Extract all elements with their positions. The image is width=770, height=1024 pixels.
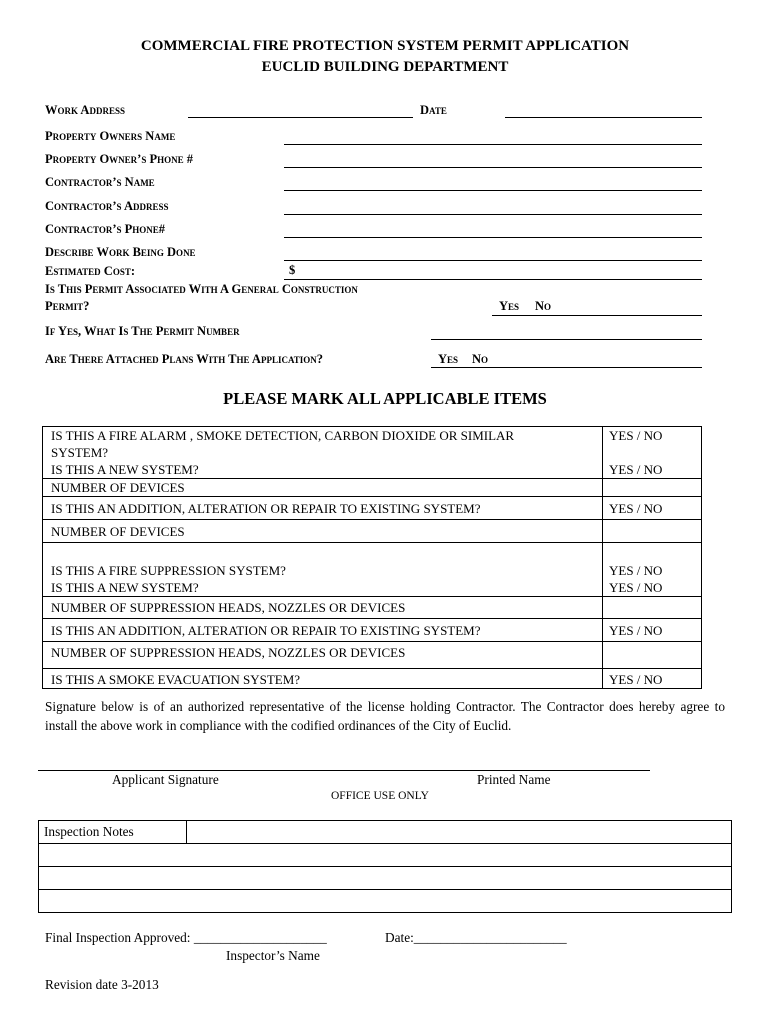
item-question: NUMBER OF SUPPRESSION HEADS, NOZZLES OR DEVICES xyxy=(43,642,603,669)
item-answer[interactable]: YES / NO YES / NO xyxy=(603,427,702,479)
applicable-items-table xyxy=(42,426,702,689)
gc-permit-field[interactable] xyxy=(492,315,702,316)
contractors-name-label: Contractor’s Name xyxy=(45,175,155,189)
date-field[interactable] xyxy=(505,117,702,118)
permit-number-field[interactable] xyxy=(431,339,702,340)
table-row xyxy=(43,427,702,479)
gc-permit-yes[interactable]: Yes xyxy=(499,299,520,313)
item-question: IS THIS A FIRE ALARM , SMOKE DETECTION, CARBON DIOXIDE OR SIMILAR SYSTEM? IS THIS A NEW SYSTEM? xyxy=(43,427,603,479)
table-row xyxy=(43,497,702,520)
describe-work-field[interactable] xyxy=(284,260,702,261)
office-use-only-label: OFFICE USE ONLY xyxy=(331,790,429,802)
gc-permit-no[interactable]: No xyxy=(535,299,552,313)
item-question: NUMBER OF SUPPRESSION HEADS, NOZZLES OR DEVICES xyxy=(43,597,603,619)
property-owners-name-field[interactable] xyxy=(284,144,702,145)
attached-plans-label: Are There Attached Plans With The Application? xyxy=(45,352,324,366)
contractors-address-label: Contractor’s Address xyxy=(45,199,169,213)
inspection-notes-line[interactable] xyxy=(39,867,732,890)
applicant-signature-label: Applicant Signature xyxy=(112,772,219,787)
revision-date: Revision date 3-2013 xyxy=(45,977,159,992)
table-row xyxy=(43,669,702,689)
estimated-cost-field[interactable] xyxy=(284,279,702,280)
department-title: EUCLID BUILDING DEPARTMENT xyxy=(261,59,509,75)
table-row xyxy=(39,890,732,913)
inspection-notes-table xyxy=(38,820,732,913)
inspection-notes-line[interactable] xyxy=(39,890,732,913)
table-row xyxy=(43,597,702,619)
table-row xyxy=(43,543,702,597)
table-row xyxy=(39,821,732,844)
describe-work-label: Describe Work Being Done xyxy=(45,245,196,259)
table-row xyxy=(39,867,732,890)
item-answer[interactable] xyxy=(603,520,702,543)
attached-plans-field[interactable] xyxy=(431,367,702,368)
work-address-label: Work Address xyxy=(45,103,125,117)
estimated-cost-label: Estimated Cost: xyxy=(45,264,136,278)
table-row xyxy=(39,844,732,867)
item-answer[interactable]: YES / NO YES / NO xyxy=(603,543,702,597)
item-answer[interactable]: YES / NO xyxy=(603,497,702,520)
item-question: IS THIS A FIRE SUPPRESSION SYSTEM? IS THIS A NEW SYSTEM? xyxy=(43,543,603,597)
item-question: IS THIS AN ADDITION, ALTERATION OR REPAIR TO EXISTING SYSTEM? xyxy=(43,497,603,520)
property-owners-phone-label: Property Owner’s Phone # xyxy=(45,152,193,166)
gc-permit-question: Is This Permit Associated With A General Construction xyxy=(45,282,358,296)
item-question: IS THIS AN ADDITION, ALTERATION OR REPAIR TO EXISTING SYSTEM? xyxy=(43,619,603,642)
signature-statement: Signature below is of an authorized representative of the license holding Contractor. The Contractor does hereby agree to install the above work in compliance with the codified ordinances of the City of Euclid. xyxy=(45,699,725,733)
final-inspection-approved[interactable]: Final Inspection Approved: ____________________ xyxy=(45,930,327,945)
table-row xyxy=(43,479,702,497)
inspection-notes-label: Inspection Notes xyxy=(39,821,187,844)
inspection-notes-line[interactable] xyxy=(39,844,732,867)
signature-line[interactable] xyxy=(38,770,650,771)
permit-number-label: If Yes, What Is The Permit Number xyxy=(45,324,240,338)
item-answer[interactable] xyxy=(603,597,702,619)
items-heading: PLEASE MARK ALL APPLICABLE ITEMS xyxy=(223,389,547,408)
contractors-name-field[interactable] xyxy=(284,190,702,191)
inspection-notes-field[interactable] xyxy=(187,821,732,844)
contractors-address-field[interactable] xyxy=(284,214,702,215)
dollar-sign: $ xyxy=(289,263,296,277)
item-answer[interactable]: YES / NO xyxy=(603,619,702,642)
gc-permit-question-cont: Permit? xyxy=(45,299,90,313)
contractors-phone-field[interactable] xyxy=(284,237,702,238)
table-row xyxy=(43,619,702,642)
table-row xyxy=(43,642,702,669)
property-owners-name-label: Property Owners Name xyxy=(45,129,176,143)
printed-name-label: Printed Name xyxy=(477,772,551,787)
inspection-date[interactable]: Date:_______________________ xyxy=(385,930,567,945)
attached-plans-yes[interactable]: Yes xyxy=(438,352,459,366)
work-address-field[interactable] xyxy=(188,117,413,118)
item-answer[interactable] xyxy=(603,479,702,497)
item-question: IS THIS A SMOKE EVACUATION SYSTEM? xyxy=(43,669,603,689)
item-answer[interactable] xyxy=(603,642,702,669)
item-answer[interactable]: YES / NO xyxy=(603,669,702,689)
item-question: NUMBER OF DEVICES xyxy=(43,479,603,497)
form-title: COMMERCIAL FIRE PROTECTION SYSTEM PERMIT APPLICATION xyxy=(140,38,630,54)
date-label: Date xyxy=(420,103,447,117)
item-question: NUMBER OF DEVICES xyxy=(43,520,603,543)
contractors-phone-label: Contractor’s Phone# xyxy=(45,222,166,236)
inspectors-name-label: Inspector’s Name xyxy=(226,948,320,963)
attached-plans-no[interactable]: No xyxy=(472,352,489,366)
table-row xyxy=(43,520,702,543)
property-owners-phone-field[interactable] xyxy=(284,167,702,168)
